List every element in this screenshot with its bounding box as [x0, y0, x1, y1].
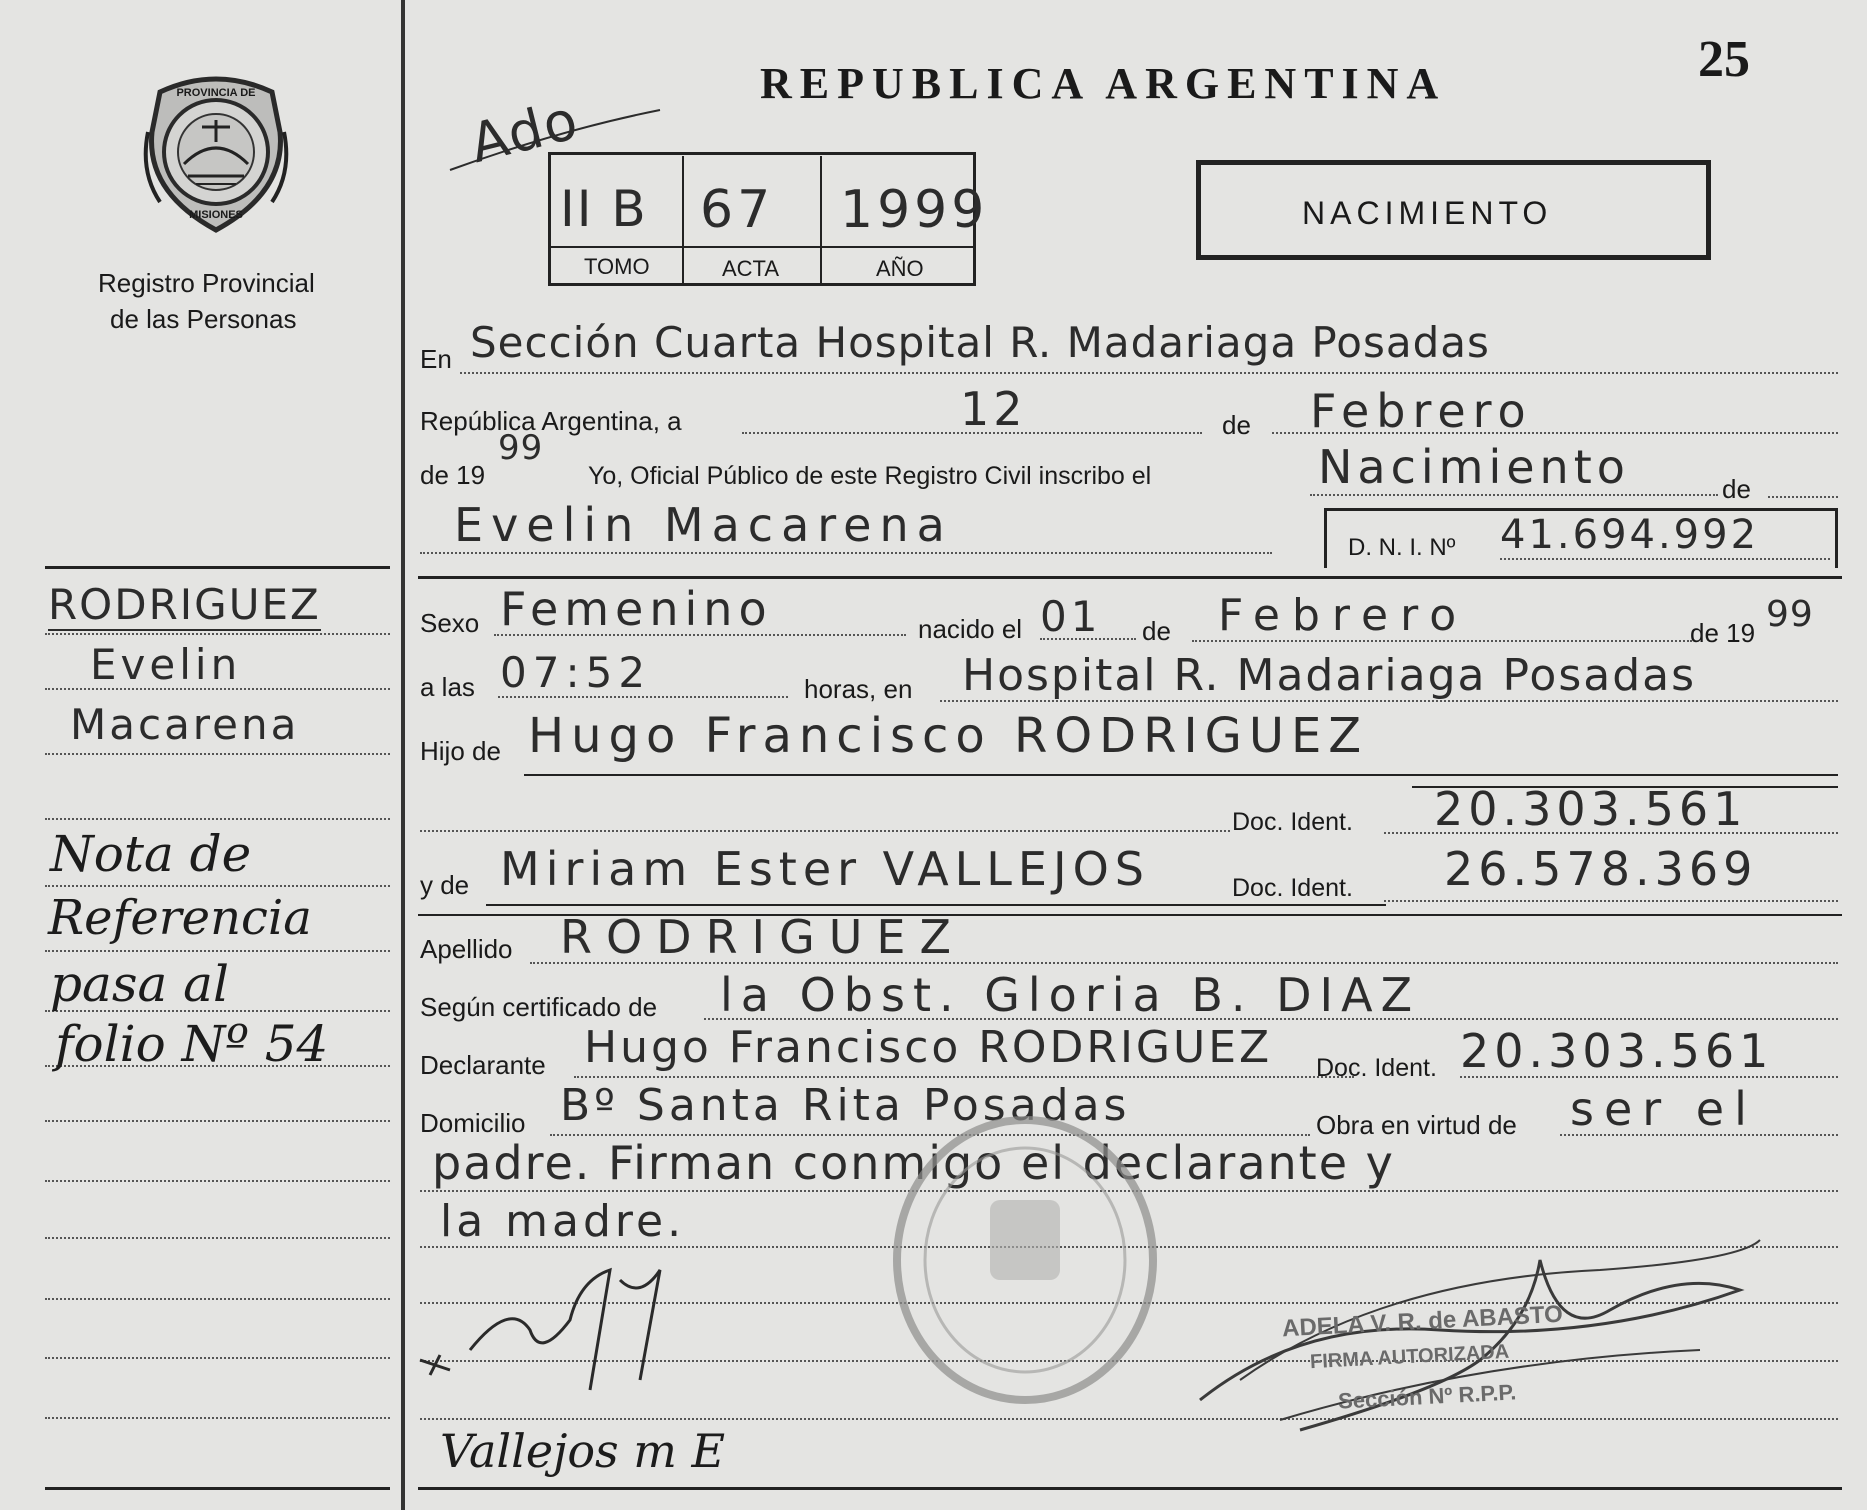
alas-label: a las [420, 672, 475, 702]
margin-rule [45, 1180, 390, 1182]
father-line [524, 774, 1838, 776]
record-tomo-value: II B [560, 180, 648, 238]
de-label3: de [1142, 616, 1171, 646]
birth-month-value: Febrero [1218, 590, 1469, 641]
de-label2: de [1722, 474, 1751, 504]
year-value: 99 [498, 428, 544, 468]
sexo-value: Femenino [500, 582, 773, 636]
record-acta-label: ACTA [722, 256, 780, 281]
en-label: En [420, 344, 452, 374]
record-divider [682, 156, 684, 284]
month-value: Febrero [1310, 384, 1533, 438]
domicilio-label: Domicilio [420, 1108, 526, 1138]
country-title: REPUBLICA ARGENTINA [760, 59, 1447, 108]
dni-label: D. N. I. Nº [1348, 534, 1456, 561]
day-value: 12 [960, 382, 1027, 436]
segun-value: la Obst. Gloria B. DIAZ [720, 968, 1421, 1022]
margin-rule [45, 1120, 390, 1122]
apellido-value: RODRIGUEZ [560, 910, 966, 964]
de19-label2: de 19 [1690, 618, 1756, 648]
de19-label: de 19 [420, 460, 486, 490]
mother-doc-label: Doc. Ident. [1232, 874, 1353, 902]
declarante-label: Declarante [420, 1050, 546, 1080]
yo-label: Yo, Oficial Público de este Registro Civil inscribo el [588, 462, 1152, 490]
en-value: Sección Cuarta Hospital R. Madariaga Posadas [470, 318, 1490, 367]
record-anio-label: AÑO [876, 256, 924, 281]
declarante-doc-label: Doc. Ident. [1316, 1054, 1437, 1082]
margin-rule [45, 1298, 390, 1300]
father-value: Hugo Francisco RODRIGUEZ [528, 708, 1369, 764]
de-label: de [1222, 410, 1251, 440]
margin-surname: RODRIGUEZ [48, 580, 321, 629]
obra-value: ser el [1570, 1082, 1757, 1136]
margin-top-rule [45, 566, 390, 569]
obra-cont1: padre. Firman conmigo el declarante y [432, 1136, 1395, 1190]
section-rule [418, 576, 1842, 579]
birth-year-value: 99 [1766, 594, 1814, 635]
father-extra-line [420, 830, 1230, 832]
person-value: Evelin Macarena [454, 498, 953, 552]
margin-rule [45, 753, 390, 755]
seal-top-text: PROVINCIA DE [176, 87, 256, 99]
segun-label: Según certificado de [420, 992, 658, 1022]
en-line [460, 372, 1838, 374]
margin-rule [45, 633, 390, 635]
dni-line [1500, 558, 1830, 560]
act-value: Nacimiento [1318, 440, 1630, 494]
record-label-rule [550, 246, 974, 248]
declarante-value: Hugo Francisco RODRIGUEZ [584, 1022, 1273, 1073]
horas-label: horas, en [804, 674, 913, 704]
margin-note1: Nota de [50, 825, 252, 883]
official-round-stamp [880, 1110, 1170, 1410]
stamp-line3: Sección Nº R.P.P. [1337, 1379, 1517, 1414]
person-line [420, 552, 1272, 554]
record-anio-value: 1999 [840, 180, 989, 240]
margin-rule [45, 885, 390, 887]
birth-day-value: 01 [1040, 592, 1102, 641]
mother-line [486, 904, 1386, 906]
republica-label: República Argentina, a [420, 406, 682, 436]
margin-rule [45, 1417, 390, 1419]
father-doc-label: Doc. Ident. [1232, 808, 1353, 836]
act-line [1310, 494, 1718, 496]
registry-name-line1: Registro Provincial [98, 268, 315, 298]
domicilio-value: Bº Santa Rita Posadas [560, 1080, 1131, 1131]
act-tail-line [1768, 496, 1838, 498]
stamp-line2: FIRMA AUTORIZADA [1309, 1340, 1510, 1374]
place-value: Hospital R. Madariaga Posadas [962, 650, 1697, 701]
margin-rule [45, 818, 390, 820]
nacido-label: nacido el [918, 614, 1023, 644]
mother-doc-line [1384, 900, 1838, 902]
yde-label: y de [420, 870, 470, 900]
stamp-line1: ADELA V. R. de ABASTO [1281, 1300, 1564, 1343]
mother-signature: Vallejos m E [440, 1424, 726, 1478]
margin-note2: Referencia [48, 890, 312, 946]
mother-value: Miriam Ester VALLEJOS [500, 842, 1150, 896]
margin-rule [45, 1357, 390, 1359]
sexo-label: Sexo [420, 608, 480, 638]
column-divider [401, 0, 405, 1510]
obra-cont2: la madre. [440, 1196, 686, 1247]
margin-name2: Macarena [70, 700, 300, 749]
obra-label: Obra en virtud de [1316, 1110, 1517, 1140]
document-type-label: NACIMIENTO [1302, 195, 1553, 231]
mother-doc-value: 26.578.369 [1444, 842, 1758, 896]
margin-rule [45, 1237, 390, 1239]
record-tomo-label: TOMO [584, 254, 650, 279]
time-value: 07:52 [500, 648, 652, 697]
dni-value: 41.694.992 [1500, 512, 1760, 558]
annotation-ado: Ado [464, 87, 586, 176]
father-doc-value: 20.303.561 [1434, 782, 1748, 836]
bottom-rule [418, 1487, 1842, 1490]
seal-bottom-text: MISIONES [189, 209, 243, 221]
margin-bottom-rule [45, 1487, 390, 1490]
margin-note3: pasa al [50, 955, 229, 1013]
declarante-doc-value: 20.303.561 [1460, 1024, 1774, 1078]
apellido-label: Apellido [420, 934, 513, 964]
page-number: 25 [1698, 31, 1750, 88]
province-seal [140, 72, 292, 234]
declarante-signature [410, 1260, 710, 1400]
registry-name-line2: de las Personas [110, 304, 297, 334]
margin-note4: folio Nº 54 [55, 1015, 329, 1073]
declarante-line [574, 1076, 1354, 1078]
record-acta-value: 67 [700, 180, 775, 240]
hijo-label: Hijo de [420, 736, 501, 766]
record-divider [820, 156, 822, 284]
margin-rule [45, 950, 390, 952]
margin-name1: Evelin [90, 640, 242, 689]
